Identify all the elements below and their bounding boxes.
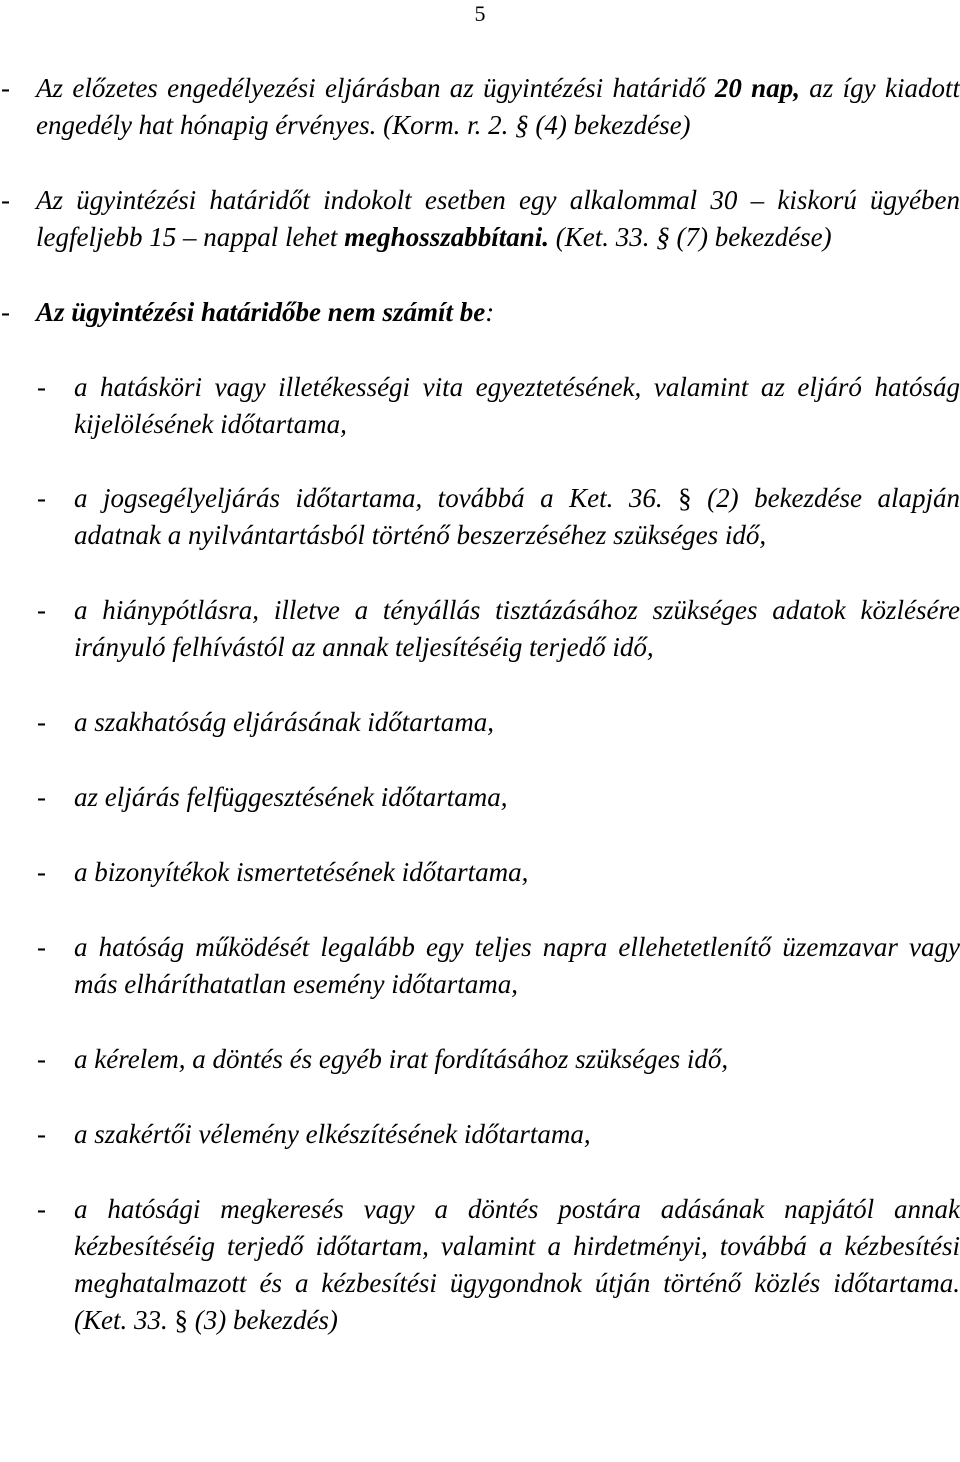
sub-item-legal-assistance xyxy=(0,480,960,554)
bullet-dash: - xyxy=(37,595,46,625)
sub-item-text: a hatásköri vagy illetékességi vita egyeztetésének, valamint az eljáró hatóság kijelölésének időtartama, xyxy=(74,372,960,439)
list-item-text: Az ügyintézési határidőt indokolt esetben egy alkalommal 30 – kiskorú ügyében legfeljebb 15 – nappal lehet meghosszabbítani. (Ket. 33. § (7) bekezdése) xyxy=(36,185,960,252)
deadline-emphasis: 20 nap, xyxy=(714,73,800,103)
sub-item-deficiency-remedy xyxy=(0,592,960,666)
sub-item-evidence-disclosure xyxy=(0,854,960,891)
section-sign: § xyxy=(174,1305,188,1335)
sub-item-text: a kérelem, a döntés és egyéb irat fordításához szükséges idő, xyxy=(74,1044,729,1074)
list-item-preliminary-permit xyxy=(0,70,960,144)
list-item-extension xyxy=(0,182,960,256)
bullet-dash: - xyxy=(1,297,10,327)
bullet-dash: - xyxy=(37,1044,46,1074)
sub-item-text: a bizonyítékok ismertetésének időtartama, xyxy=(74,857,529,887)
sub-item-text: a jogsegélyeljárás időtartama, továbbá a Ket. 36. § (2) bekezdése alapján adatnak a nyilvántartásból történő beszerzéséhez szükséges idő, xyxy=(74,483,960,550)
bullet-dash: - xyxy=(37,857,46,887)
section-sign: § xyxy=(678,483,692,513)
bullet-dash: - xyxy=(37,1119,46,1149)
sub-item-suspension xyxy=(0,779,960,816)
bullet-dash: - xyxy=(1,185,10,215)
sub-item-specialist-authority xyxy=(0,704,960,741)
extension-emphasis: meghosszabbítani. xyxy=(344,222,549,252)
sub-item-text: az eljárás felfüggesztésének időtartama, xyxy=(74,782,508,812)
sub-item-system-outage xyxy=(0,929,960,1003)
page-number: 5 xyxy=(474,1,486,26)
list-item-text: Az ügyintézési határidőbe nem számít be: xyxy=(36,297,495,327)
sub-item-postal-delivery xyxy=(0,1191,960,1339)
bullet-dash: - xyxy=(37,707,46,737)
sub-item-text: a hatósági megkeresés vagy a döntés postára adásának napjától annak kézbesítéséig terjedő időtartam, valamint a hirdetményi, továbbá a kézbesítési meghatalmazott és a kézbesítési ügygondnok útján történő közlés időtartama. (Ket. 33. § (3) bekezdés) xyxy=(74,1194,960,1335)
bullet-dash: - xyxy=(37,372,46,402)
bullet-dash: - xyxy=(37,483,46,513)
bullet-dash: - xyxy=(37,932,46,962)
document-body xyxy=(0,70,960,1339)
sub-item-text: a szakhatóság eljárásának időtartama, xyxy=(74,707,495,737)
sub-item-text: a szakértői vélemény elkészítésének időtartama, xyxy=(74,1119,591,1149)
sub-item-jurisdiction-dispute xyxy=(0,369,960,443)
list-item-excluded-periods-heading xyxy=(0,294,960,331)
sub-item-text: a hiánypótlásra, illetve a tényállás tisztázásához szükséges adatok közlésére irányuló felhívástól az annak teljesítéséig terjedő idő, xyxy=(74,595,960,662)
sub-item-expert-opinion xyxy=(0,1116,960,1153)
sub-item-translation xyxy=(0,1041,960,1078)
bullet-dash: - xyxy=(37,1194,46,1224)
list-item-text: Az előzetes engedélyezési eljárásban az ügyintézési határidő 20 nap, az így kiadott engedély hat hónapig érvényes. (Korm. r. 2. § (4) bekezdése) xyxy=(36,73,960,140)
sub-item-text: a hatóság működését legalább egy teljes napra ellehetetlenítő üzemzavar vagy más elháríthatatlan esemény időtartama, xyxy=(74,932,960,999)
bullet-dash: - xyxy=(37,782,46,812)
bullet-dash: - xyxy=(1,73,10,103)
